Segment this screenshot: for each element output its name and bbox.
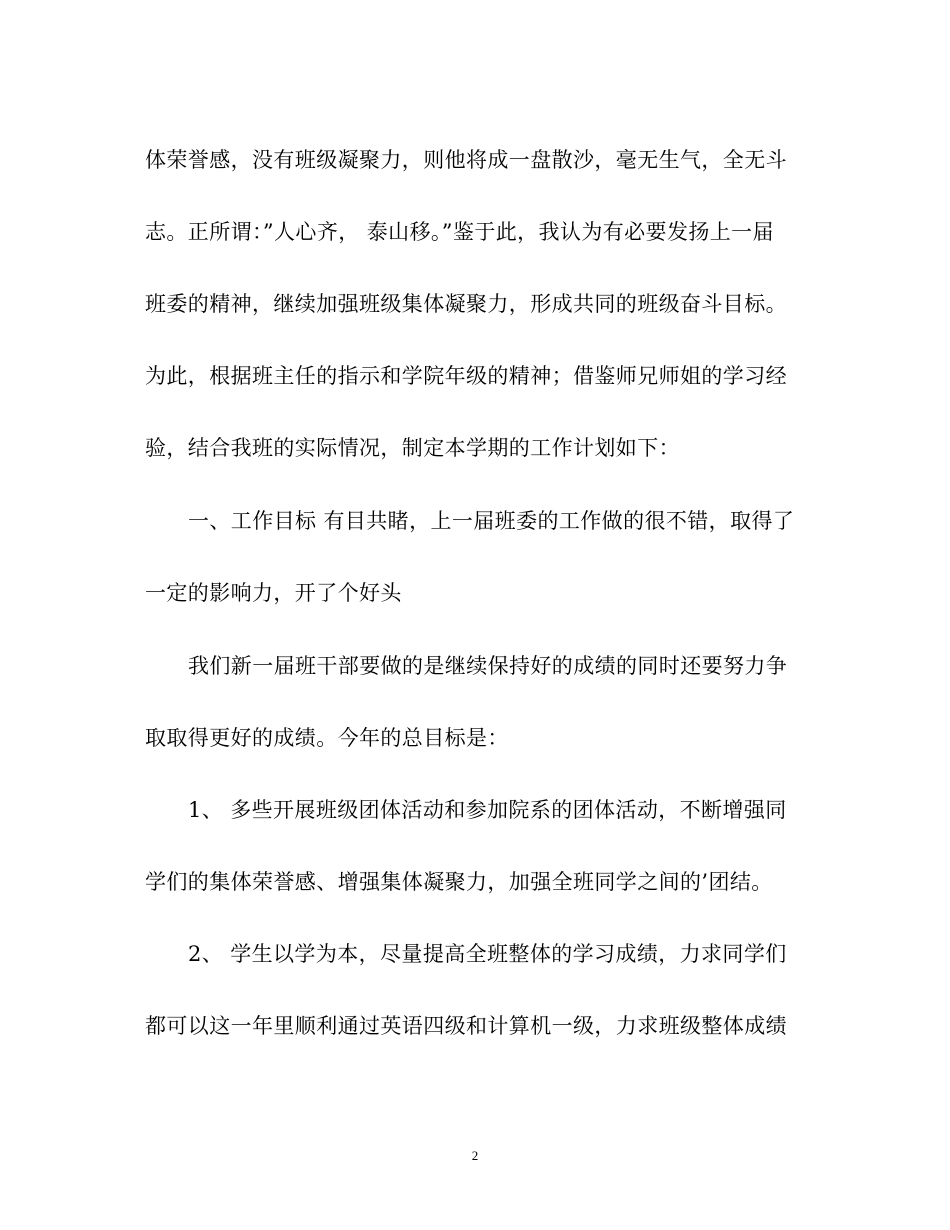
text-line: 都可以这一年里顺利通过英语四级和计算机一级，力求班级整体成绩: [145, 1014, 787, 1038]
text-line: 志。正所谓：”人心齐， 泰山移。”鉴于此，我认为有必要发扬上一届: [145, 220, 774, 244]
page-number: 2: [471, 1148, 479, 1163]
list-item-2-line: 2、 学生以学为本，尽量提高全班整体的学习成绩，力求同学们: [188, 942, 787, 966]
text-line: 一定的影响力，开了个好头: [145, 581, 402, 605]
paragraph-start-line: 我们新一届班干部要做的是继续保持好的成绩的同时还要努力争: [188, 654, 788, 678]
text-line: 体荣誉感，没有班级凝聚力，则他将成一盘散沙，毫无生气，全无斗: [145, 148, 787, 172]
text-line: 验，结合我班的实际情况，制定本学期的工作计划如下：: [145, 436, 680, 460]
text-line: 为此，根据班主任的指示和学院年级的精神；借鉴师兄师姐的学习经: [145, 364, 787, 388]
text-line: 班委的精神，继续加强班级集体凝聚力，形成共同的班级奋斗目标。: [145, 292, 787, 316]
section-heading-line: 一、工作目标 有目共睹，上一届班委的工作做的很不错，取得了: [188, 509, 795, 533]
text-line: 学们的集体荣誉感、增强集体凝聚力，加强全班同学之间的’团结。: [145, 870, 773, 894]
text-line: 取取得更好的成绩。今年的总目标是：: [145, 726, 509, 750]
list-item-1-line: 1、 多些开展班级团体活动和参加院系的团体活动，不断增强同: [188, 798, 787, 822]
